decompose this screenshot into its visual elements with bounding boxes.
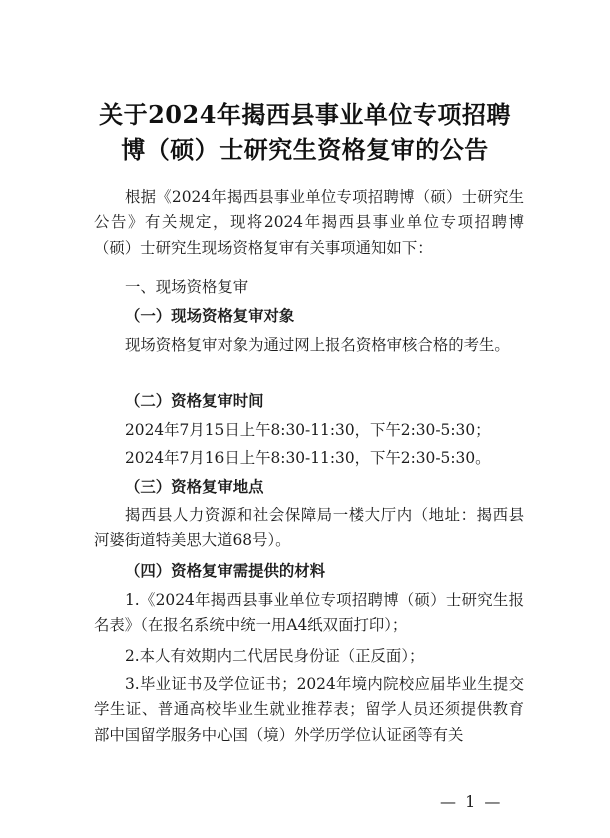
document-title-line-2: 博（硕）士研究生资格复审的公告 — [121, 135, 489, 164]
materials-item-3: 3.毕业证书及学位证书；2024年境内院校应届毕业生提交学生证、普通高校毕业生就业推荐表；留学人员还须提供教育部中国留学服务中心国（境）外学历学位认证函等有关 — [94, 675, 524, 744]
section-heading-1: 一、现场资格复审 — [125, 278, 249, 296]
schedule-line-2: 2024年7月16日上午8:30-11:30，下午2:30-5:30。 — [125, 449, 491, 467]
document-title-line-1: 关于2024年揭西县事业单位专项招聘 — [99, 100, 511, 129]
subsection-heading-3: （三）资格复审地点 — [125, 478, 264, 496]
subsection-1-text: 现场资格复审对象为通过网上报名资格审核合格的考生。 — [125, 336, 510, 354]
subsection-3-text: 揭西县人力资源和社会保障局一楼大厅内（地址：揭西县河婆街道特美思大道68号）。 — [94, 506, 524, 550]
schedule-line-1: 2024年7月15日上午8:30-11:30，下午2:30-5:30； — [125, 421, 491, 439]
materials-item-1: 1.《2024年揭西县事业单位专项招聘博（硕）士研究生报名表》（在报名系统中统一用A4纸双面打印）； — [94, 591, 524, 635]
intro-paragraph: 根据《2024年揭西县事业单位专项招聘博（硕）士研究生公告》有关规定，现将2024年揭西县事业单位专项招聘博（硕）士研究生现场资格复审有关事项通知如下： — [94, 188, 524, 257]
materials-item-2: 2.本人有效期内二代居民身份证（正反面）； — [125, 647, 425, 665]
subsection-heading-1: （一）现场资格复审对象 — [125, 307, 295, 325]
subsection-heading-4: （四）资格复审需提供的材料 — [125, 562, 326, 580]
page-number: — 1 — — [440, 792, 503, 811]
subsection-heading-2: （二）资格复审时间 — [125, 392, 264, 410]
